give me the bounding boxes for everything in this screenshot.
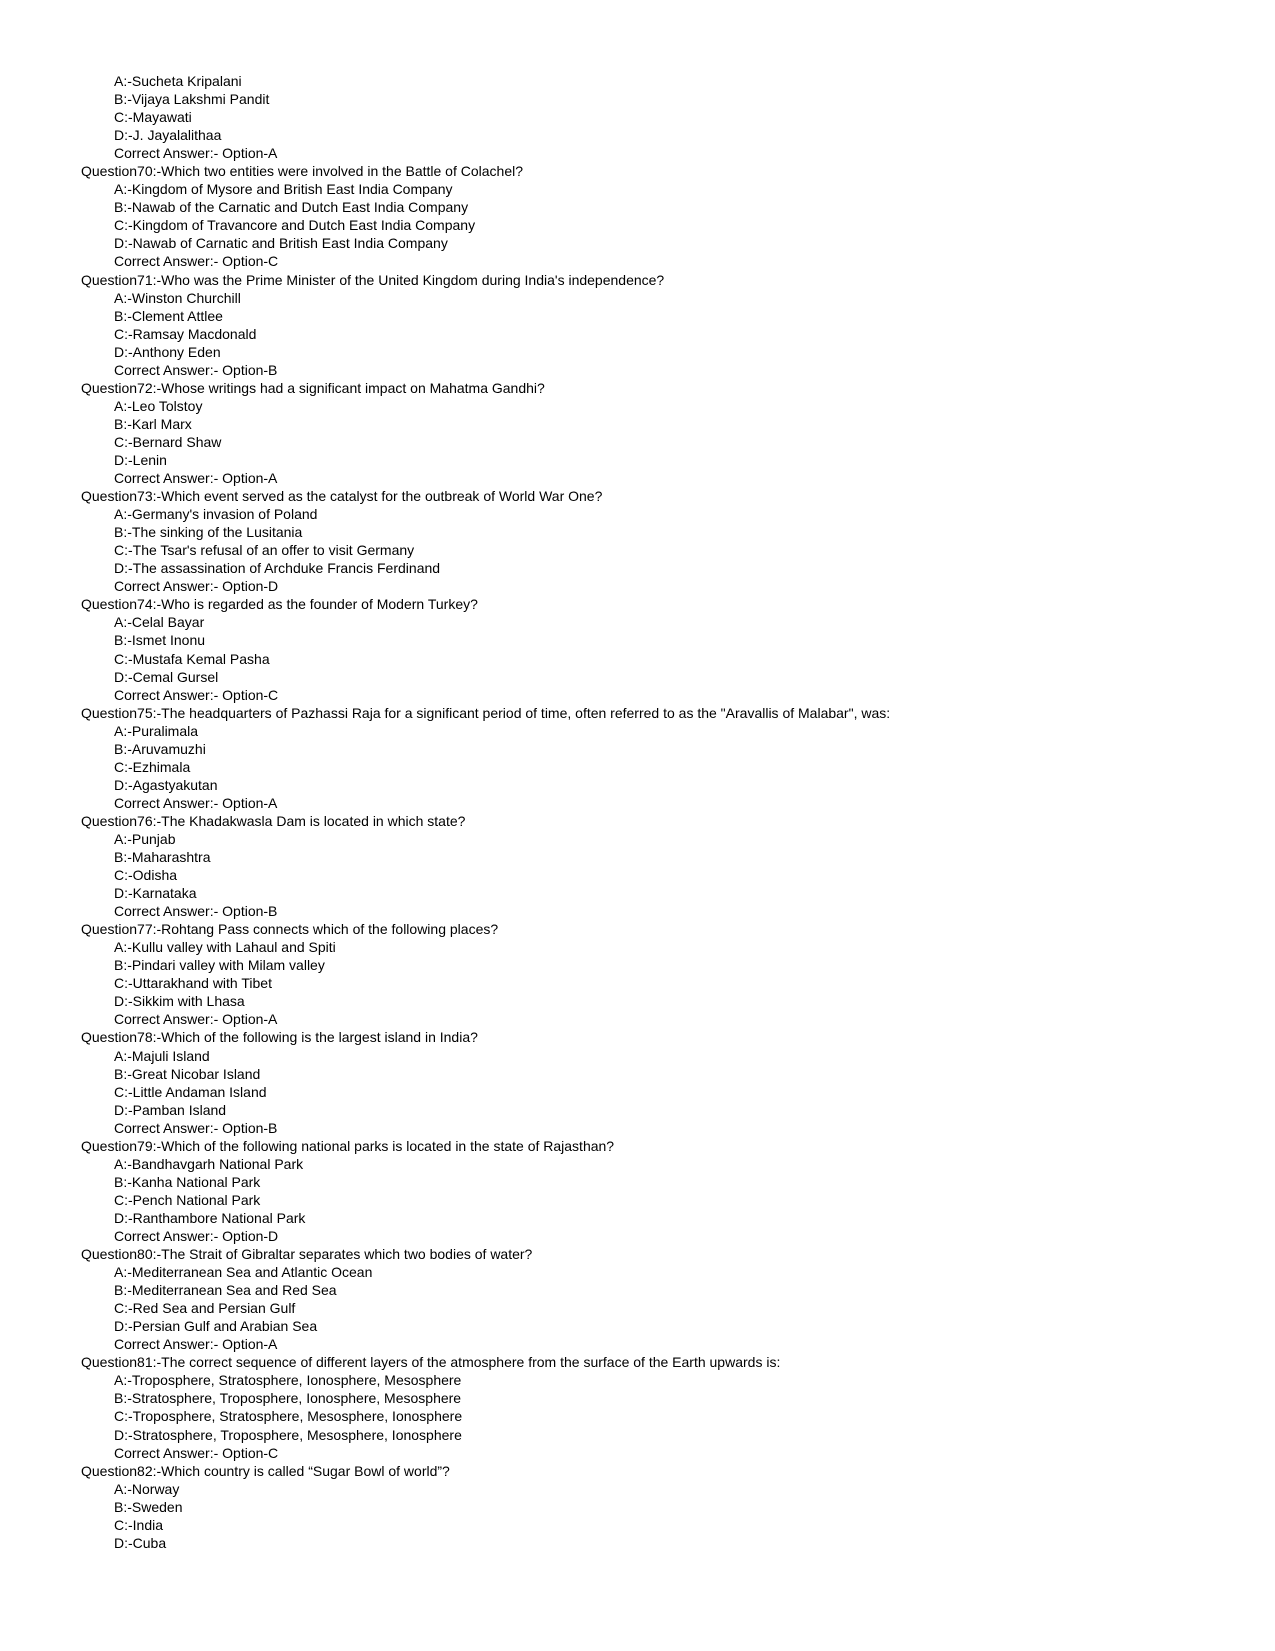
question-block	[0, 1462, 1275, 1552]
question-text: Question78:-Which of the following is the largest island in India?	[81, 1029, 478, 1046]
question-block	[0, 162, 1275, 270]
correct-answer: Correct Answer:- Option-A	[114, 470, 278, 487]
option-line: A:-Majuli Island	[114, 1047, 210, 1064]
correct-answer: Correct Answer:- Option-C	[114, 1444, 279, 1461]
option-line: C:-Red Sea and Persian Gulf	[114, 1300, 296, 1317]
question-text: Question80:-The Strait of Gibraltar separates which two bodies of water?	[81, 1246, 533, 1263]
option-line: A:-Winston Churchill	[114, 289, 241, 306]
correct-answer: Correct Answer:- Option-A	[114, 794, 278, 811]
correct-answer: Correct Answer:- Option-A	[114, 1336, 278, 1353]
option-line: A:-Troposphere, Stratosphere, Ionosphere, Mesosphere	[114, 1372, 462, 1389]
option-line: B:-Kanha National Park	[114, 1173, 261, 1190]
option-line: A:-Germany's invasion of Poland	[114, 506, 318, 523]
question-block	[0, 1028, 1275, 1136]
option-line: B:-Mediterranean Sea and Red Sea	[114, 1282, 337, 1299]
option-line: A:-Kullu valley with Lahaul and Spiti	[114, 939, 336, 956]
option-line: B:-Ismet Inonu	[114, 632, 206, 649]
option-line: C:-Little Andaman Island	[114, 1083, 267, 1100]
question-document	[0, 72, 1275, 1552]
correct-answer: Correct Answer:- Option-D	[114, 578, 279, 595]
option-line: C:-Pench National Park	[114, 1191, 261, 1208]
question-block	[0, 1245, 1275, 1353]
option-line: C:-Troposphere, Stratosphere, Mesosphere, Ionosphere	[114, 1408, 463, 1425]
question-block	[0, 595, 1275, 703]
option-line: B:-Stratosphere, Troposphere, Ionosphere, Mesosphere	[114, 1390, 462, 1407]
option-line: C:-India	[114, 1516, 164, 1533]
question-block	[0, 379, 1275, 487]
question-block	[0, 487, 1275, 595]
option-line: C:-Mustafa Kemal Pasha	[114, 650, 270, 667]
option-line: A:-Kingdom of Mysore and British East India Company	[114, 181, 453, 198]
option-line: A:-Bandhavgarh National Park	[114, 1155, 304, 1172]
option-line: D:-J. Jayalalithaa	[114, 127, 222, 144]
correct-answer: Correct Answer:- Option-B	[114, 1119, 278, 1136]
question-text: Question71:-Who was the Prime Minister of the United Kingdom during India's independence?	[81, 271, 665, 288]
option-line: A:-Norway	[114, 1480, 180, 1497]
option-line: B:-Karl Marx	[114, 415, 192, 432]
question-text: Question72:-Whose writings had a significant impact on Mahatma Gandhi?	[81, 379, 545, 396]
question-text: Question79:-Which of the following national parks is located in the state of Rajasthan?	[81, 1137, 615, 1154]
question-block	[0, 271, 1275, 379]
correct-answer: Correct Answer:- Option-C	[114, 253, 279, 270]
option-line: D:-Nawab of Carnatic and British East India Company	[114, 235, 448, 252]
question-text: Question82:-Which country is called “Sugar Bowl of world”?	[81, 1462, 450, 1479]
question-text: Question70:-Which two entities were involved in the Battle of Colachel?	[81, 163, 524, 180]
question-text: Question77:-Rohtang Pass connects which of the following places?	[81, 921, 499, 938]
option-line: D:-Stratosphere, Troposphere, Mesosphere, Ionosphere	[114, 1426, 462, 1443]
option-line: C:-Ezhimala	[114, 758, 191, 775]
question-text: Question74:-Who is regarded as the founder of Modern Turkey?	[81, 596, 478, 613]
option-line: D:-Persian Gulf and Arabian Sea	[114, 1318, 318, 1335]
question-text: Question76:-The Khadakwasla Dam is located in which state?	[81, 812, 466, 829]
option-line: B:-Clement Attlee	[114, 307, 223, 324]
question-text: Question75:-The headquarters of Pazhassi Raja for a significant period of time, often referred to as the "Aravallis of Malabar", was:	[81, 704, 891, 721]
question-text: Question73:-Which event served as the catalyst for the outbreak of World War One?	[81, 488, 603, 505]
option-line: B:-Sweden	[114, 1498, 183, 1515]
correct-answer: Correct Answer:- Option-A	[114, 1011, 278, 1028]
option-line: D:-Cemal Gursel	[114, 668, 219, 685]
question-text: Question81:-The correct sequence of different layers of the atmosphere from the surface of the Earth upwards is:	[81, 1354, 781, 1371]
option-line: B:-The sinking of the Lusitania	[114, 524, 303, 541]
option-line: C:-Mayawati	[114, 109, 192, 126]
correct-answer: Correct Answer:- Option-C	[114, 686, 279, 703]
option-line: C:-Kingdom of Travancore and Dutch East India Company	[114, 217, 476, 234]
correct-answer: Correct Answer:- Option-B	[114, 361, 278, 378]
option-line: C:-Odisha	[114, 867, 178, 884]
question-block	[0, 1137, 1275, 1245]
option-line: D:-Ranthambore National Park	[114, 1209, 306, 1226]
question-block	[0, 704, 1275, 812]
option-line: C:-Bernard Shaw	[114, 433, 222, 450]
option-line: D:-Sikkim with Lhasa	[114, 993, 245, 1010]
option-line: D:-Karnataka	[114, 885, 197, 902]
option-line: B:-Vijaya Lakshmi Pandit	[114, 91, 270, 108]
correct-answer: Correct Answer:- Option-B	[114, 903, 278, 920]
option-line: A:-Puralimala	[114, 722, 199, 739]
option-line: B:-Pindari valley with Milam valley	[114, 957, 325, 974]
option-line: D:-Lenin	[114, 451, 167, 468]
option-line: B:-Nawab of the Carnatic and Dutch East India Company	[114, 199, 469, 216]
option-line: C:-Ramsay Macdonald	[114, 325, 257, 342]
question-block	[0, 1353, 1275, 1461]
option-line: D:-The assassination of Archduke Francis Ferdinand	[114, 560, 441, 577]
option-line: B:-Great Nicobar Island	[114, 1065, 261, 1082]
option-line: C:-Uttarakhand with Tibet	[114, 975, 272, 992]
question-block	[0, 812, 1275, 920]
option-line: C:-The Tsar's refusal of an offer to visit Germany	[114, 542, 415, 559]
correct-answer: Correct Answer:- Option-A	[114, 145, 278, 162]
option-line: A:-Sucheta Kripalani	[114, 73, 242, 89]
option-line: A:-Punjab	[114, 830, 176, 847]
option-line: D:-Anthony Eden	[114, 343, 221, 360]
option-line: A:-Mediterranean Sea and Atlantic Ocean	[114, 1264, 373, 1281]
option-line: A:-Leo Tolstoy	[114, 397, 203, 414]
question-list	[0, 162, 1275, 1552]
option-line: D:-Pamban Island	[114, 1101, 227, 1118]
continued-question-block	[0, 72, 1275, 162]
option-line: D:-Agastyakutan	[114, 776, 218, 793]
question-block	[0, 920, 1275, 1028]
option-line: D:-Cuba	[114, 1534, 167, 1551]
option-line: B:-Aruvamuzhi	[114, 740, 206, 757]
correct-answer: Correct Answer:- Option-D	[114, 1228, 279, 1244]
option-line: A:-Celal Bayar	[114, 614, 205, 631]
option-line: B:-Maharashtra	[114, 849, 211, 866]
